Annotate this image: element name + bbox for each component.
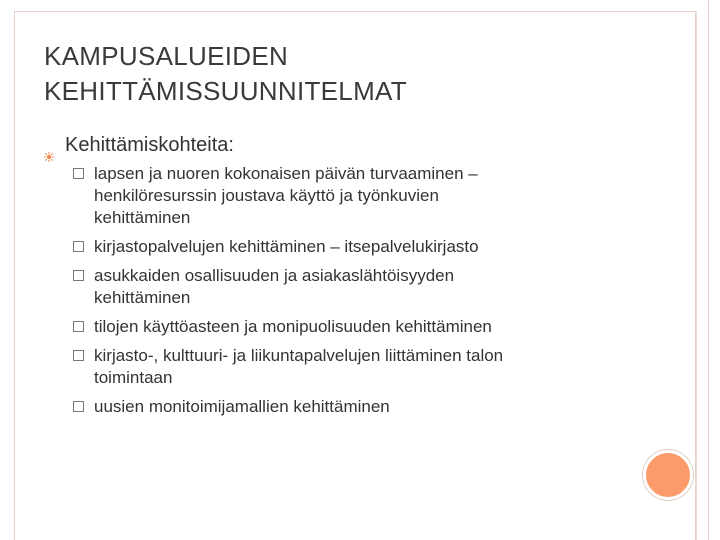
list-item [44, 236, 654, 258]
checkbox-square-icon [73, 270, 84, 281]
list-item [44, 316, 654, 338]
list-item [44, 265, 654, 309]
list-item-line: uusien monitoimijamallien kehittäminen [94, 397, 390, 416]
checkbox-square-icon [73, 321, 84, 332]
list-item-line: kirjastopalvelujen kehittäminen – itsepalvelukirjasto [94, 237, 479, 256]
list-item [44, 163, 654, 229]
list-item-line: lapsen ja nuoren kokonaisen päivän turvaaminen – [94, 164, 478, 183]
list-item-line: tilojen käyttöasteen ja monipuolisuuden kehittäminen [94, 317, 492, 336]
slide-content [44, 130, 654, 425]
list-item-line: kehittäminen [94, 288, 191, 307]
list-item [44, 396, 654, 418]
slide-title [44, 39, 644, 109]
list-item-line: kirjasto-, kulttuuri- ja liikuntapalvelujen liittäminen talon [94, 346, 504, 365]
sub-bullet-list [44, 163, 654, 418]
list-item-line: henkilöresurssin joustava käyttö ja työnkuvien [94, 186, 439, 205]
main-bullet-text: Kehittämiskohteita: [65, 134, 234, 156]
title-line-1: KAMPUSALUEIDEN [44, 41, 289, 71]
sun-bullet-icon [44, 141, 54, 151]
list-item-line: asukkaiden osallisuuden ja asiakaslähtöisyyden [94, 266, 455, 285]
right-decor-line [708, 0, 709, 540]
title-line-2: KEHITTÄMISSUUNNITELMAT [44, 76, 407, 106]
list-item [44, 345, 654, 389]
list-item-line: kehittäminen [94, 208, 191, 227]
orange-circle-decoration [643, 450, 693, 500]
checkbox-square-icon [73, 241, 84, 252]
checkbox-square-icon [73, 168, 84, 179]
main-bullet-item [44, 130, 654, 160]
list-item-line: toimintaan [94, 368, 173, 387]
checkbox-square-icon [73, 350, 84, 361]
frame-edge-line [696, 11, 697, 540]
checkbox-square-icon [73, 401, 84, 412]
